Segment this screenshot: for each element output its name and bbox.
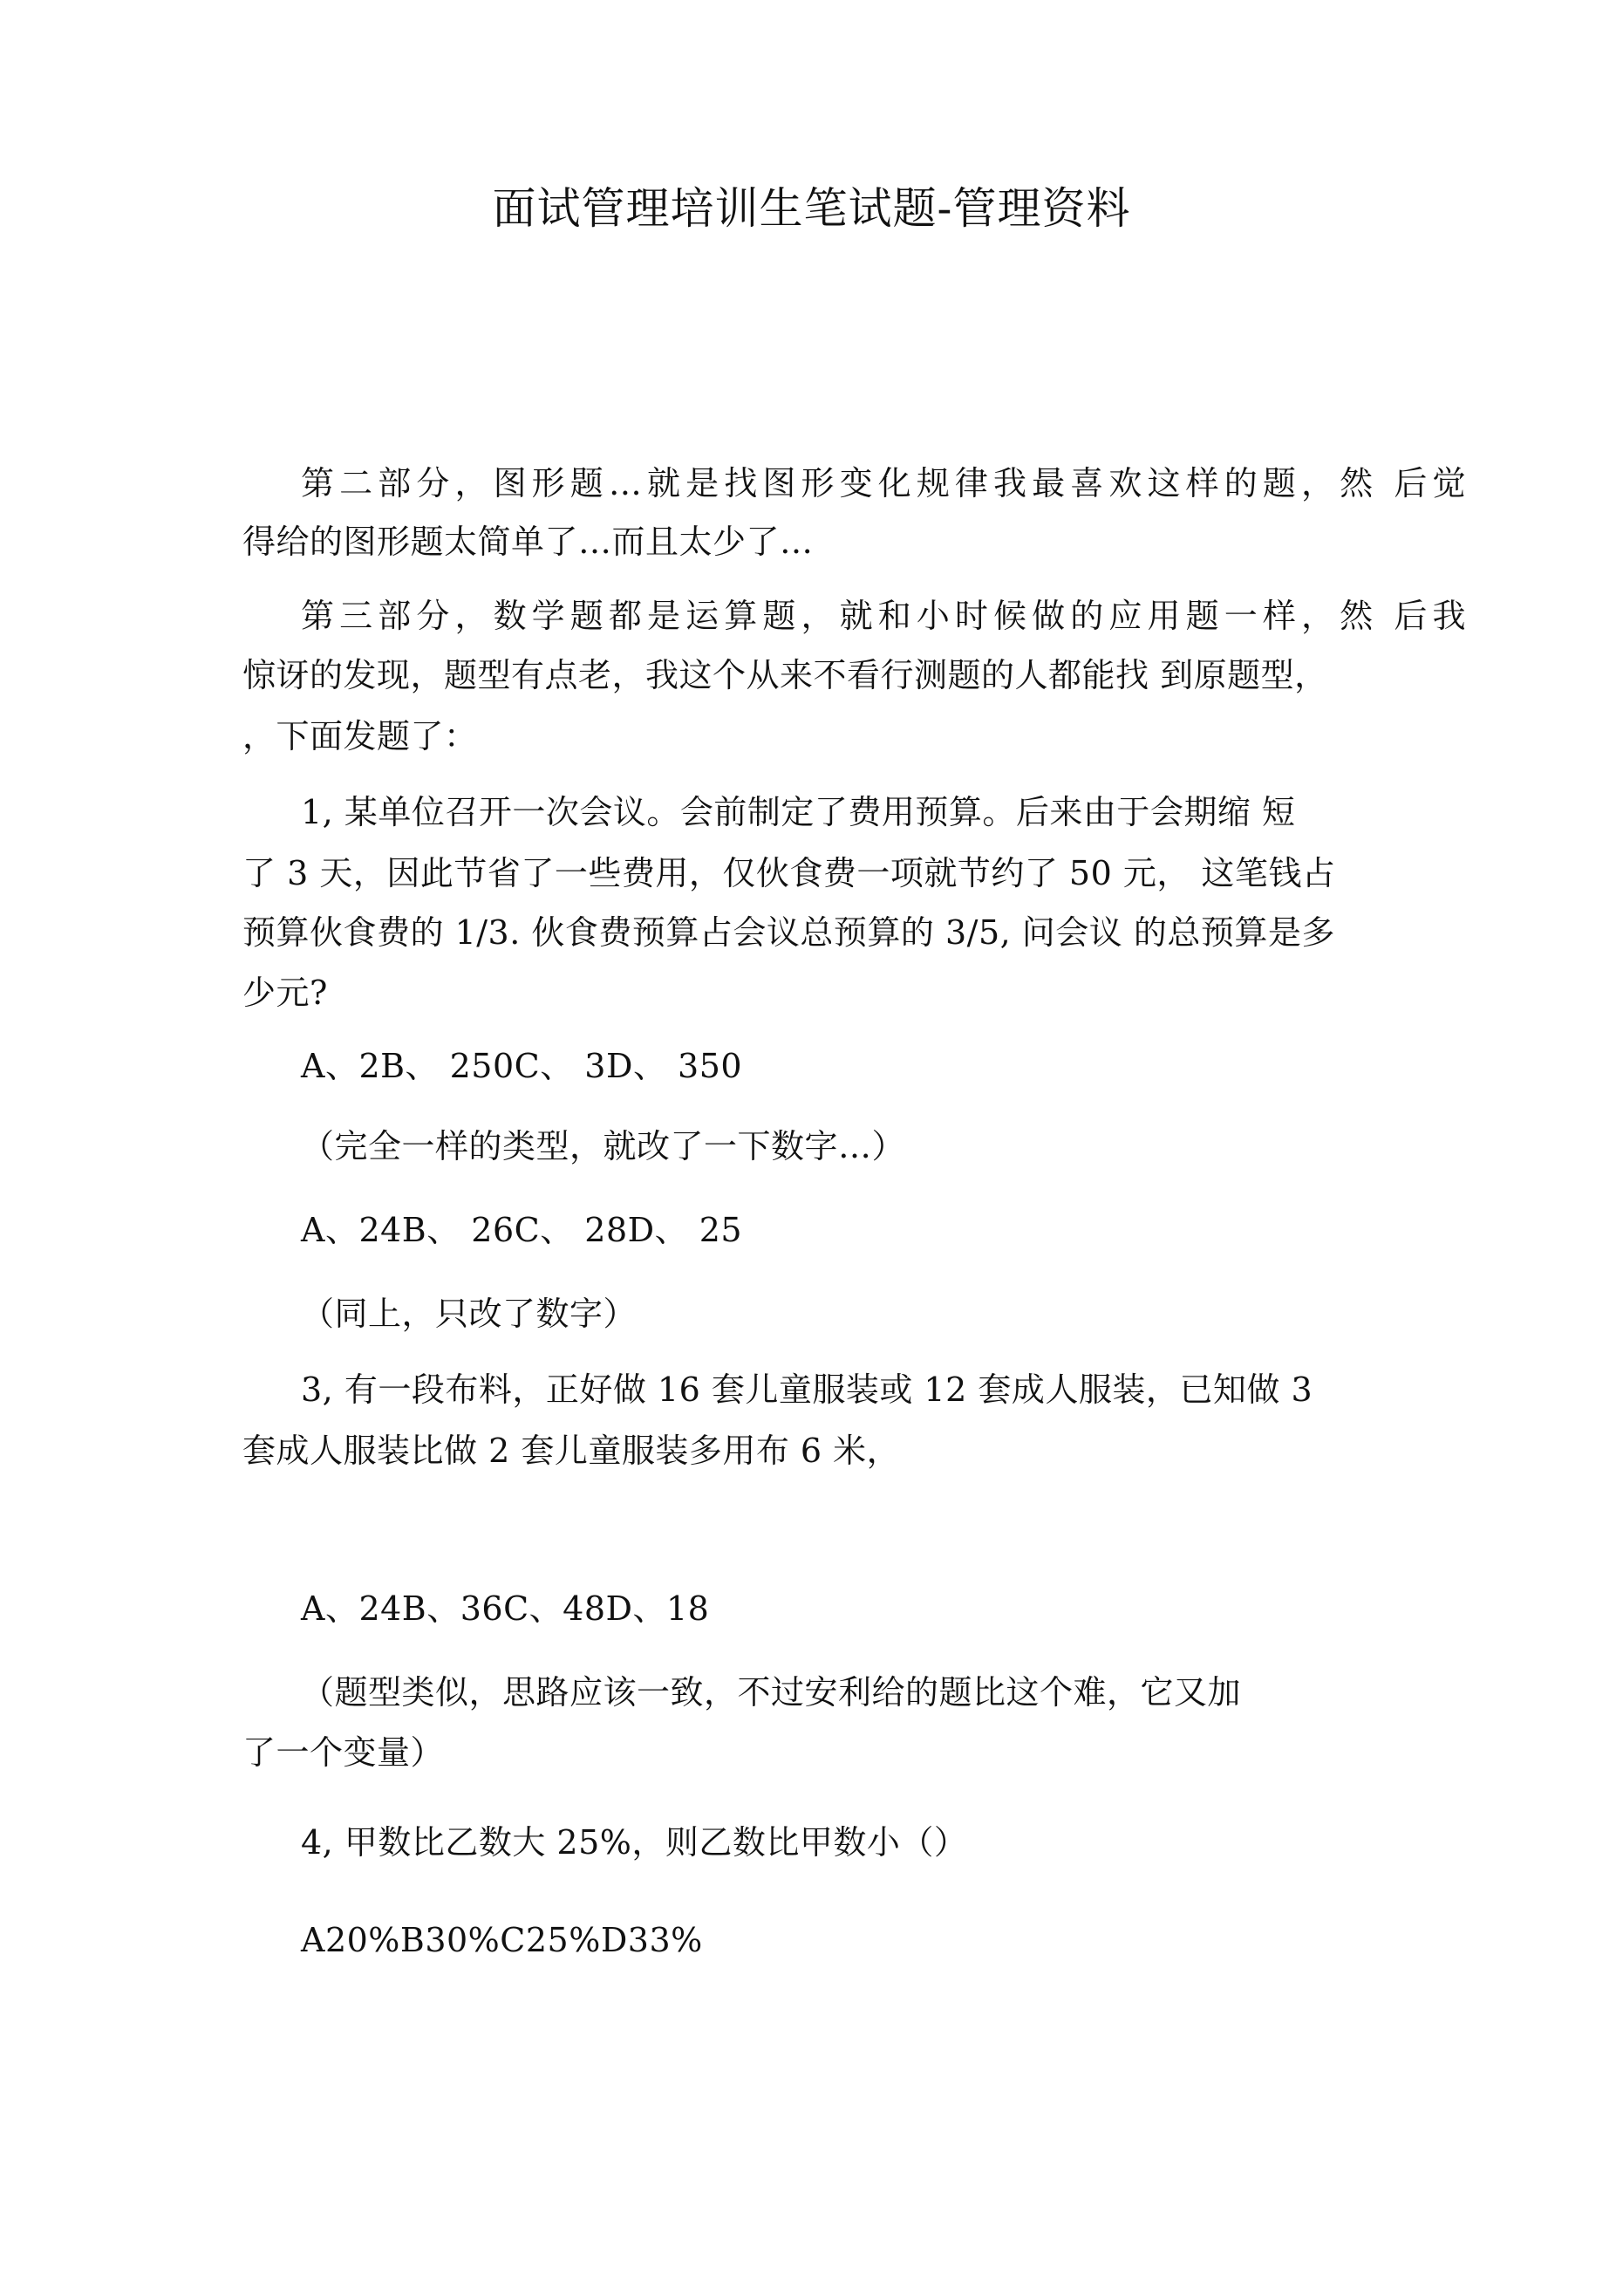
question-line: 预算伙食费的 1/3. 伙食费预算占会议总预算的 3/5, 问会议 的总预算是多 bbox=[242, 913, 1335, 952]
answer-options: A、2B、 250C、 3D、 350 bbox=[301, 1047, 743, 1085]
document-title: 面试管理培训生笔试题-管理资料 bbox=[492, 183, 1131, 234]
comment-line: （同上，只改了数字） bbox=[301, 1295, 638, 1333]
answer-options: A、24B、 26C、 28D、 25 bbox=[301, 1211, 743, 1249]
question-line: 少元? bbox=[242, 974, 328, 1012]
question-line: 1, 某单位召开一次会议。会前制定了费用预算。后来由于会期缩 短 bbox=[301, 793, 1296, 831]
question-line: 套成人服装比做 2 套儿童服装多用布 6 米， bbox=[242, 1432, 901, 1470]
paragraph-line: 惊讶的发现，题型有点老，我这个从来不看行测题的人都能找 到原题型， bbox=[242, 656, 1328, 694]
question-line: 3, 有一段布料，正好做 16 套儿童服装或 12 套成人服装，已知做 3 bbox=[301, 1370, 1313, 1409]
paragraph-line: ，下面发题了： bbox=[242, 717, 478, 755]
comment-line: （题型类似，思路应该一致，不过安利给的题比这个难，它又加 bbox=[301, 1673, 1242, 1712]
paragraph-line: 第二部分，图形题…就是找图形变化规律我最喜欢这样的题，然 后觉 bbox=[301, 464, 1466, 502]
comment-line: （完全一样的类型，就改了一下数字…） bbox=[301, 1127, 906, 1165]
answer-options: A、24B、36C、48D、18 bbox=[301, 1589, 710, 1628]
paragraph-line: 得给的图形题太简单了…而且太少了… bbox=[242, 523, 814, 561]
comment-line: 了一个变量） bbox=[242, 1733, 445, 1772]
paragraph-line: 第三部分，数学题都是运算题，就和小时候做的应用题一样，然 后我 bbox=[301, 597, 1466, 635]
question-line: 4, 甲数比乙数大 25%，则乙数比甲数小（） bbox=[301, 1823, 968, 1862]
question-line: 了 3 天，因此节省了一些费用，仅伙食费一项就节约了 50 元， 这笔钱占 bbox=[242, 854, 1336, 892]
answer-options: A20%B30%C25%D33% bbox=[301, 1921, 703, 1959]
